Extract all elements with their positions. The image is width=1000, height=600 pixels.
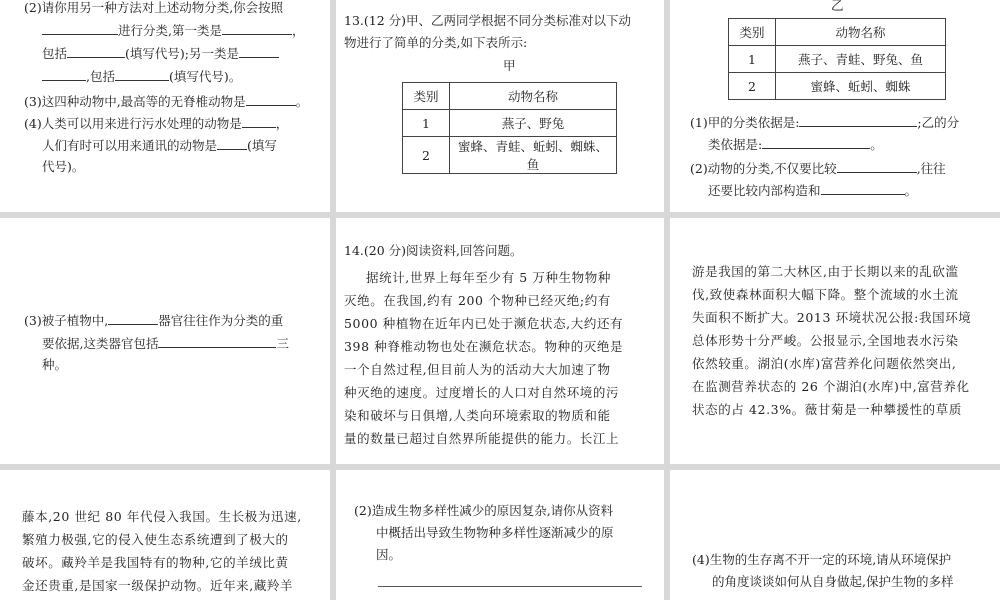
- q13-part2-text3: 还要比较内部构造和: [708, 183, 821, 198]
- q12-part2-text5: ,包括: [86, 69, 115, 84]
- passage-line: 破坏。藏羚羊是我国特有的物种,它的羊绒比黄: [22, 555, 289, 570]
- passage-line: 灭绝。在我国,约有 200 个物种已经灭绝;约有: [344, 293, 611, 308]
- answer-blank[interactable]: [762, 136, 870, 149]
- table-row: [403, 110, 617, 137]
- plant-question-line2: [42, 335, 289, 352]
- passage-line: 种灭绝的速度。过度增长的人口对自然环境的污: [344, 385, 620, 400]
- passage-line: 398 种脊椎动物也处在濒危状态。物种的灭绝是: [344, 339, 624, 354]
- q12-part2-text: (2)请你用另一种方法对上述动物分类,你会按照: [24, 0, 284, 15]
- q13-part1-line2: [708, 136, 883, 153]
- panel-reading-end: [0, 470, 330, 600]
- punctuation: 。: [904, 183, 918, 198]
- q14-part4-line1: (4)生物的生存离不开一定的环境,请从环境保护: [692, 552, 952, 567]
- answer-blank[interactable]: [222, 22, 292, 35]
- answer-blank[interactable]: [239, 45, 279, 58]
- table-header-row: [403, 83, 617, 110]
- q13-part2-line1: [690, 160, 946, 177]
- panel-q14-part2: [336, 470, 664, 600]
- answer-blank[interactable]: [158, 335, 276, 348]
- header-animal-name: 动物名称: [776, 19, 946, 46]
- q13-stem-line2: 物进行了简单的分类,如下表所示:: [344, 35, 528, 50]
- panel-q13-continued: [670, 0, 1000, 212]
- q12-part3-text: (3)这四种动物中,最高等的无脊椎动物是: [24, 94, 246, 109]
- panel-q14-part4: [670, 470, 1000, 600]
- q13-part1-text3: 类依据是:: [708, 137, 763, 152]
- q12-part4-line1: [24, 115, 288, 132]
- panel-q14-reading: [336, 218, 664, 464]
- row-category: 1: [403, 110, 450, 137]
- q13-stem-line1: 13.(12 分)甲、乙两同学根据不同分类标准对以下动: [344, 13, 632, 28]
- row-category: 1: [729, 46, 776, 73]
- answer-blank[interactable]: [115, 68, 169, 81]
- header-category: 类别: [403, 83, 450, 110]
- q13-part1-text: (1)甲的分类依据是:: [690, 115, 800, 130]
- passage-line: 一个自然过程,但目前人为的活动大大加速了物: [344, 362, 611, 377]
- passage-line: 5000 种植物在近年内已处于濒危状态,大约还有: [344, 316, 624, 331]
- table-title-jia: 甲: [503, 58, 516, 73]
- q12-part2-line1: [24, 0, 283, 16]
- header-animal-name: 动物名称: [450, 83, 617, 110]
- row-animal-names: 燕子、青蛙、野兔、鱼: [776, 46, 946, 73]
- q12-part4-line3: [42, 159, 84, 175]
- q13-part2-text: (2)动物的分类,不仅要比较: [690, 161, 837, 176]
- passage-line: 伐,致使森林面积大幅下降。整个流域的水土流: [692, 287, 959, 302]
- passage-line: 在监测营养状态的 26 个湖泊(水库)中,富营养化: [692, 379, 970, 394]
- row-animal-names: 蜜蜂、蚯蚓、蜘蛛: [776, 73, 946, 100]
- panel-q12-continued: [0, 0, 330, 212]
- q13-part1-line1: [690, 114, 959, 131]
- answer-blank[interactable]: [821, 182, 905, 195]
- answer-blank[interactable]: [242, 115, 276, 128]
- punctuation: ，: [291, 23, 305, 38]
- q14-part2-line3: 因。: [376, 547, 402, 562]
- plant-question-text2: 器官往往作为分类的重: [158, 313, 284, 328]
- q12-part4-text2: 人们有时可以用来通讯的动物是: [42, 138, 218, 153]
- answer-blank[interactable]: [837, 160, 917, 173]
- passage-line: 总体形势十分严峻。公报显示,全国地表水污染: [692, 333, 959, 348]
- passage-line: 藤本,20 世纪 80 年代侵入我国。生长极为迅速,: [22, 509, 302, 524]
- answer-blank[interactable]: [108, 312, 158, 325]
- q12-part2-line4: [42, 68, 241, 85]
- passage-line: 繁殖力极强,它的侵入使生态系统遭到了极大的: [22, 532, 289, 547]
- plant-question-line1: [24, 312, 283, 329]
- reading-passage-part2: [692, 260, 998, 421]
- row-category: 2: [729, 73, 776, 100]
- punctuation: 。: [295, 94, 309, 109]
- row-category: 2: [403, 137, 450, 174]
- answer-blank[interactable]: [42, 68, 86, 81]
- passage-line: 状态的占 42.3%。薇甘菊是一种攀援性的草质: [692, 402, 962, 417]
- punctuation: 。: [870, 137, 883, 152]
- table-yi: [728, 18, 946, 100]
- passage-line: 染和破坏与日俱增,人类向环境索取的物质和能: [344, 408, 611, 423]
- q12-part4-text3: (填写: [247, 138, 277, 153]
- passage-line: 金还贵重,是国家一级保护动物。近年来,藏羚羊: [22, 578, 294, 593]
- q12-part2-line3: [42, 45, 279, 62]
- q12-part4-line2: [42, 137, 277, 154]
- plant-question-text3: 要依据,这类器官包括: [42, 336, 159, 351]
- q12-part3-line: [24, 93, 308, 110]
- plant-question-text4: 三: [276, 336, 289, 351]
- table-header-row: [729, 19, 946, 46]
- answer-blank[interactable]: [217, 137, 247, 150]
- panel-q12-part3: [0, 218, 330, 464]
- table-title-yi: 乙: [831, 0, 844, 13]
- passage-line: 依然较重。湖泊(水库)富营养化问题依然突出,: [692, 356, 957, 371]
- q14-stem: 14.(20 分)阅读资料,回答问题。: [344, 243, 523, 258]
- q12-part2-text3: 包括: [42, 46, 68, 61]
- answer-line[interactable]: [378, 586, 642, 587]
- q12-part2-text2: 进行分类,第一类是: [118, 23, 222, 38]
- header-category: 类别: [729, 19, 776, 46]
- answer-blank[interactable]: [246, 93, 296, 106]
- q14-part2-line2: 中概括出导致生物物种多样性逐渐减少的原: [376, 525, 614, 540]
- q12-part2-text6: (填写代号)。: [168, 69, 242, 84]
- passage-line: 量的数量已超过自然界所能提供的能力。长江上: [344, 431, 620, 446]
- plant-question-text: (3)被子植物中,: [24, 313, 109, 328]
- q12-part4-text4: 代号)。: [42, 159, 85, 174]
- passage-line: 据统计,世界上每年至少有 5 万种生物物种: [366, 270, 611, 285]
- plant-question-line3: 种。: [42, 357, 68, 372]
- answer-blank[interactable]: [67, 45, 125, 58]
- reading-passage-part3: [22, 505, 328, 597]
- row-animal-names: 蜜蜂、青蛙、蚯蚓、蜘蛛、鱼: [450, 137, 617, 174]
- answer-blank[interactable]: [42, 22, 118, 35]
- reading-passage-part1: [344, 266, 662, 450]
- panel-q13: [336, 0, 664, 212]
- q12-part2-line2: [42, 22, 305, 39]
- panel-reading-continued: [670, 218, 1000, 464]
- table-jia: [402, 82, 617, 174]
- row-animal-names: 燕子、野兔: [450, 110, 617, 137]
- table-row: [403, 137, 617, 174]
- passage-line: 游是我国的第二大林区,由于长期以来的乱砍滥: [692, 264, 959, 279]
- q12-part4-text: (4)人类可以用来进行污水处理的动物是: [24, 116, 242, 131]
- table-row: [729, 73, 946, 100]
- q13-part2-text2: ,往往: [916, 161, 946, 176]
- q13-part2-line2: [708, 182, 917, 199]
- answer-blank[interactable]: [799, 114, 917, 127]
- q12-part2-text4: (填写代号);另一类是: [125, 46, 239, 61]
- q14-part2-line1: (2)造成生物多样性减少的原因复杂,请你从资料: [354, 503, 614, 518]
- punctuation: ，: [275, 116, 289, 131]
- q14-part4-line2: 的角度谈谈如何从自身做起,保护生物的多样: [712, 574, 954, 589]
- table-row: [729, 46, 946, 73]
- q13-part1-text2: ;乙的分: [917, 115, 960, 130]
- passage-line: 失面积不断扩大。2013 环境状况公报:我国环境: [692, 310, 972, 325]
